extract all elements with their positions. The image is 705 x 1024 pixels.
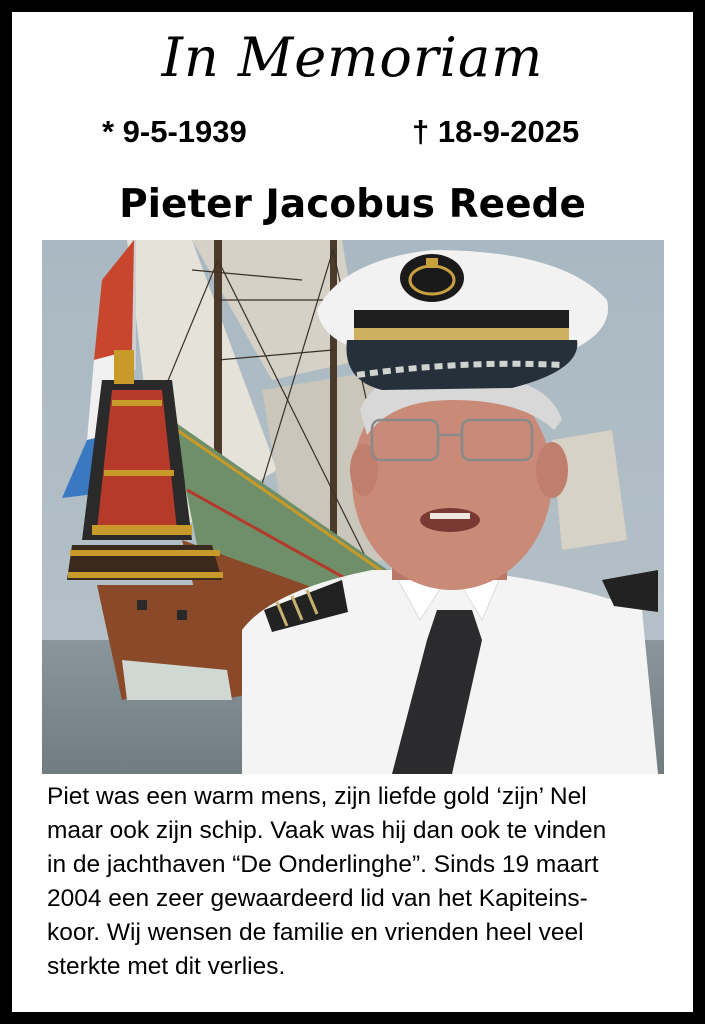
deceased-name: Pieter Jacobus Reede [119, 182, 586, 227]
death-date: † 18-9-2025 [412, 114, 580, 149]
message-line: koor. Wij wensen de familie en vrienden heel veel [47, 919, 584, 946]
card-title: In Memoriam [161, 26, 544, 89]
message-line: sterkte met dit verlies. [47, 953, 286, 980]
memorial-message [47, 780, 667, 984]
message-line: in de jachthaven “De Onderlinghe”. Sinds 19 maart [47, 851, 599, 878]
photo-illustration [42, 240, 664, 774]
memorial-photo [42, 240, 664, 774]
message-line: maar ook zijn schip. Vaak was hij dan ook te vinden [47, 817, 607, 844]
memorial-card [12, 12, 693, 1012]
message-line: 2004 een zeer gewaardeerd lid van het Kapiteins- [47, 885, 588, 912]
birth-date: * 9-5-1939 [102, 114, 247, 149]
message-line: Piet was een warm mens, zijn liefde gold ‘zijn’ Nel [47, 783, 587, 810]
